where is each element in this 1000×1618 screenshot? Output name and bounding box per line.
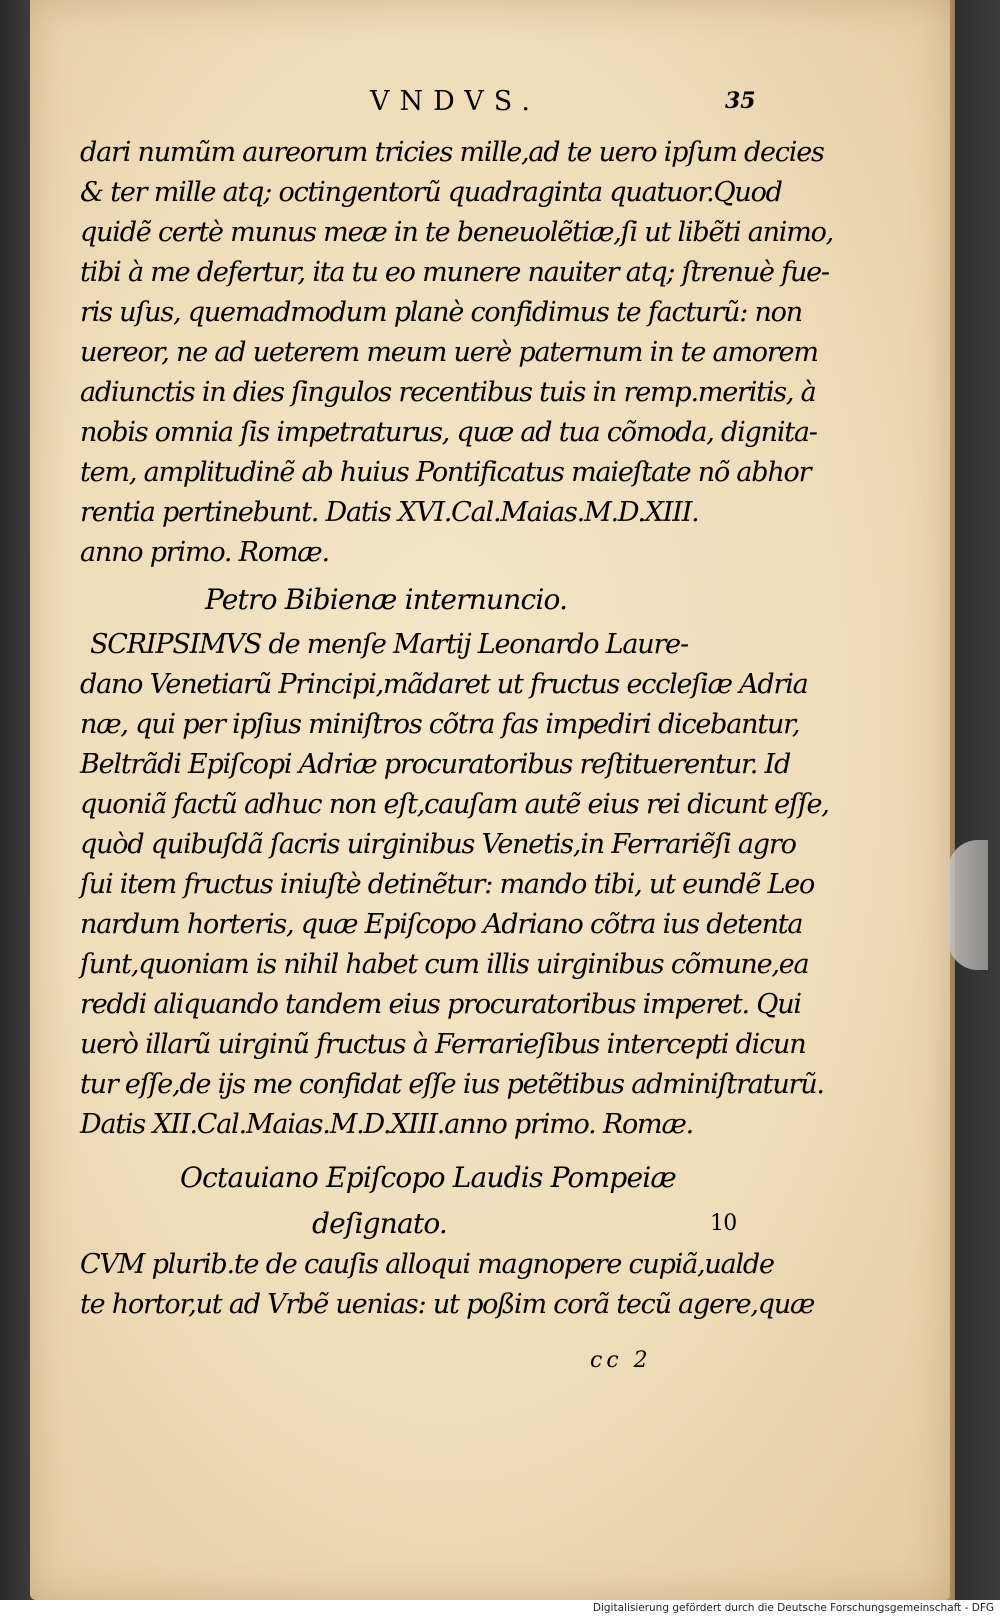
text-line: & ter mille atq; octingentorũ quadraginta quatuor.Quod (80, 177, 782, 208)
letter-heading: Petro Bibienæ internuncio. (205, 583, 568, 616)
text-line: nardum horteris, quæ Epiſcopo Adriano cõtra ius detenta (80, 909, 803, 940)
text-line: tibi à me defertur, ita tu eo munere nauiter atq; ſtrenuè fue- (80, 257, 829, 288)
letter-number: 10 (710, 1211, 737, 1236)
text-line: nobis omnia ſis impetraturus, quæ ad tua cõmoda, dignita- (80, 417, 817, 448)
text-line: Datis XII.Cal.Maias.M.D.XIII.anno primo. Romæ. (80, 1109, 694, 1140)
signature-mark: cc 2 (590, 1348, 652, 1373)
running-head: VNDVS. (370, 86, 540, 117)
text-line: reddi aliquando tandem eius procuratoribus imperet. Qui (80, 989, 801, 1020)
letter-heading: Octauiano Epiſcopo Laudis Pompeiæ (180, 1161, 676, 1194)
text-line: quòd quibuſdã ſacris uirginibus Venetis,in Ferrariẽſi agro (80, 829, 796, 860)
text-line: dano Venetiarũ Principi,mãdaret ut fructus eccleſiæ Adria (80, 669, 808, 700)
text-line: uerò illarũ uirginũ fructus à Ferrarieſibus intercepti dicun (80, 1029, 806, 1060)
text-line: ſui item fructus iniuſtè detinẽtur: mando tibi, ut eundẽ Leo (80, 869, 815, 900)
book-page (30, 0, 950, 1600)
text-line: anno primo. Romæ. (80, 537, 329, 568)
text-line: dari numũm aureorum tricies mille,ad te uero ipſum decies (80, 137, 824, 168)
text-line: næ, qui per ipſius miniſtros cõtra fas impediri dicebantur, (80, 709, 800, 740)
dfg-credit: Digitalisierung gefördert durch die Deutsche Forschungsgemeinschaft - DFG (592, 1602, 994, 1614)
text-line: quidẽ certè munus meæ in te beneuolẽtiæ,ſi ut libẽti animo, (80, 217, 834, 248)
text-line: tem, amplitudinẽ ab huius Pontificatus maieſtate nõ abhor (80, 457, 811, 488)
text-line: ris uſus, quemadmodum planè confidimus te facturũ: non (80, 297, 802, 328)
text-line: te hortor,ut ad Vrbẽ uenias: ut poßim corã tecũ agere,quæ (80, 1289, 815, 1320)
text-line: adiunctis in dies ſingulos recentibus tuis in remp.meritis, à (80, 377, 816, 408)
text-line: SCRIPSIMVS de menſe Martij Leonardo Laure- (90, 629, 688, 660)
text-line: uereor, ne ad ueterem meum uerè paternum in te amorem (80, 337, 818, 368)
text-line: CVM plurib.te de cauſis alloqui magnopere cupiã,ualde (80, 1249, 774, 1280)
text-line: rentia pertinebunt. Datis XVI.Cal.Maias.M.D.XIII. (80, 497, 699, 528)
text-line: ſunt,quoniam is nihil habet cum illis uirginibus cõmune,ea (80, 949, 809, 980)
page-header (340, 86, 780, 126)
text-line: tur eſſe,de ijs me confidat eſſe ius petẽtibus adminiſtraturũ. (80, 1069, 824, 1100)
book-cover-right (955, 0, 1000, 1618)
text-line: Beltrãdi Epiſcopi Adriæ procuratoribus reſtituerentur. Id (80, 749, 791, 780)
letter-heading-continued: deſignato. (312, 1207, 447, 1240)
text-line: quoniã factũ adhuc non eſt,cauſam autẽ eius rei dicunt eſſe, (80, 789, 829, 820)
page-clip (948, 840, 988, 970)
folio-number: 35 (725, 88, 756, 114)
